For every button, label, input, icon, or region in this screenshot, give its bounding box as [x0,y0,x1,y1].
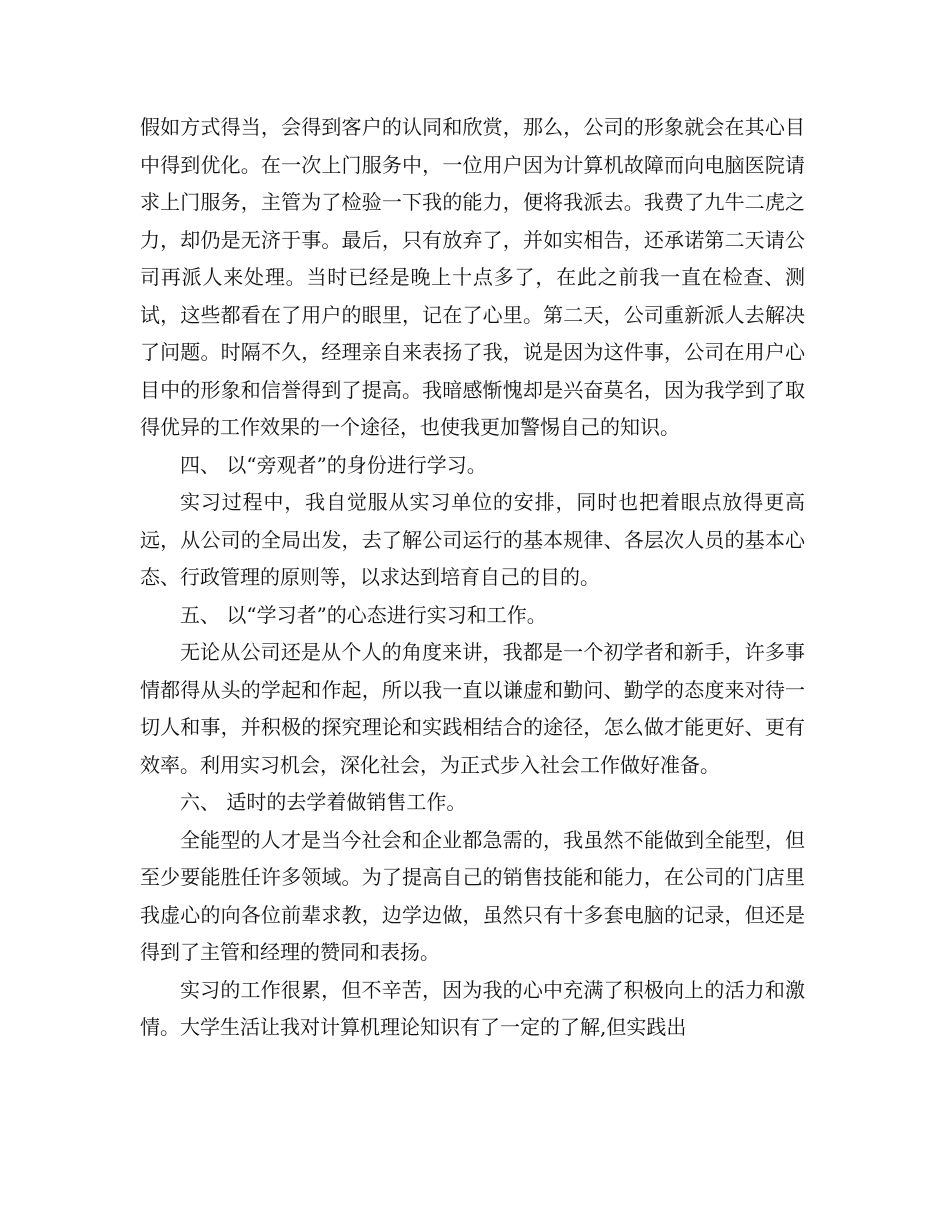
heading-section-four: 四、 以“旁观者”的身份进行学习。 [180,452,487,477]
paragraph-internship-summary: 实习的工作很累，但不辛苦，因为我的心中充满了积极向上的活力和激情。大学生活让我对计算机理论知识有了一定的了解,但实践出 [140,977,805,1039]
paragraph-observer-learning: 实习过程中，我自觉服从实习单位的安排，同时也把着眼点放得更高远，从公司的全局出发，去了解公司运行的基本规律、各层次人员的基本心态、行政管理的原则等，以求达到培育自己的目的。 [140,490,805,589]
document-body [140,109,805,1047]
heading-section-six: 六、 适时的去学着做销售工作。 [180,790,467,814]
heading-section-five: 五、 以“学习者”的心态进行实习和工作。 [180,602,547,627]
paragraph-sales-work: 全能型的人才是当今社会和企业都急需的，我虽然不能做到全能型，但至少要能胜任许多领域。为了提高自己的销售技能和能力，在公司的门店里我虚心的向各位前辈求教，边学边做，虽然只有十多套电脑的记录，但还是得到了主管和经理的赞同和表扬。 [140,827,805,964]
paragraph-service-story: 假如方式得当，会得到客户的认同和欣赏，那么，公司的形象就会在其心目中得到优化。在一次上门服务中，一位用户因为计算机故障而向电脑医院请求上门服务，主管为了检验一下我的能力，便将我派去。我费了九牛二虎之力，却仍是无济于事。最后，只有放弃了，并如实相告，还承诺第二天请公司再派人来处理。当时已经是晚上十点多了，在此之前我一直在检查、测试，这些都看在了用户的眼里，记在了心里。第二天，公司重新派人去解决了问题。时隔不久，经理亲自来表扬了我，说是因为这件事，公司在用户心目中的形象和信誉得到了提高。我暗感惭愧却是兴奋莫名，因为我学到了取得优异的工作效果的一个途径，也使我更加警惕自己的知识。 [140,115,805,439]
paragraph-learner-attitude: 无论从公司还是从个人的角度来讲，我都是一个初学者和新手，许多事情都得从头的学起和作起，所以我一直以谦虚和勤问、勤学的态度来对待一切人和事，并积极的探究理论和实践相结合的途径，怎么做才能更好、更有效率。利用实习机会，深化社会，为正式步入社会工作做好准备。 [140,640,805,777]
